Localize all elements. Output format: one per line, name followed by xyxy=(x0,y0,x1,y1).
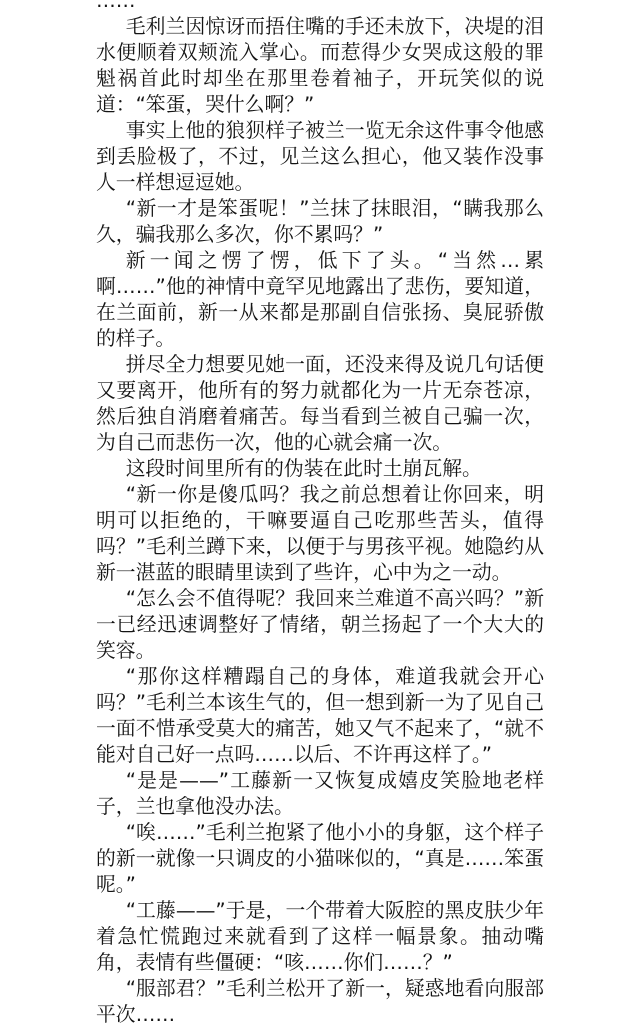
paragraph-4: 新一闻之愣了愣，低下了头。“当然…累啊……”他的神情中竟罕见地露出了悲伤，要知道，在兰面前，新一从来都是那副自信张扬、臭屁骄傲的样子。 xyxy=(96,249,544,350)
cut-off-line: …… xyxy=(96,0,136,12)
document-page xyxy=(96,0,544,1028)
paragraph-1: 毛利兰因惊讶而捂住嘴的手还未放下，决堤的泪水便顺着双颊流入掌心。而惹得少女哭成这般的罪魁祸首此时却坐在那里卷着袖子，开玩笑似的说道：“笨蛋，哭什么啊？” xyxy=(96,15,544,116)
paragraph-5: 拼尽全力想要见她一面，还没来得及说几句话便又要离开，他所有的努力就都化为一片无奈苍凉，然后独自消磨着痛苦。每当看到兰被自己骗一次，为自己而悲伤一次，他的心就会痛一次。 xyxy=(96,353,544,454)
paragraph-8: “怎么会不值得呢？我回来兰难道不高兴吗？”新一已经迅速调整好了情绪，朝兰扬起了一个大大的笑容。 xyxy=(96,587,544,662)
paragraph-12: “工藤——”于是，一个带着大阪腔的黑皮肤少年着急忙慌跑过来就看到了这样一幅景象。抽动嘴角，表情有些僵硬：“咳……你们……？” xyxy=(96,899,544,974)
paragraph-2: 事实上他的狼狈样子被兰一览无余这件事令他感到丢脸极了，不过，见兰这么担心，他又装作没事人一样想逗逗她。 xyxy=(96,119,544,194)
paragraph-6: 这段时间里所有的伪装在此时土崩瓦解。 xyxy=(125,457,482,480)
paragraph-3: “新一才是笨蛋呢！”兰抹了抹眼泪，“瞒我那么久，骗我那么多次，你不累吗？” xyxy=(96,197,544,246)
paragraph-7: “新一你是傻瓜吗？我之前总想着让你回来，明明可以拒绝的，干嘛要逼自己吃那些苦头，值得吗？”毛利兰蹲下来，以便于与男孩平视。她隐约从新一湛蓝的眼睛里读到了些许，心中为之一动。 xyxy=(96,483,544,584)
paragraph-13: “服部君？”毛利兰松开了新一，疑惑地看向服部平次…… xyxy=(96,977,544,1026)
paragraph-11: “唉……”毛利兰抱紧了他小小的身躯，这个样子的新一就像一只调皮的小猫咪似的，“真是……笨蛋呢。” xyxy=(96,821,544,896)
paragraph-9: “那你这样糟蹋自己的身体，难道我就会开心吗？”毛利兰本该生气的，但一想到新一为了见自己一面不惜承受莫大的痛苦，她又气不起来了，“就不能对自己好一点吗……以后、不许再这样了。” xyxy=(96,665,544,766)
paragraph-10: “是是——”工藤新一又恢复成嬉皮笑脸地老样子，兰也拿他没办法。 xyxy=(96,769,544,818)
